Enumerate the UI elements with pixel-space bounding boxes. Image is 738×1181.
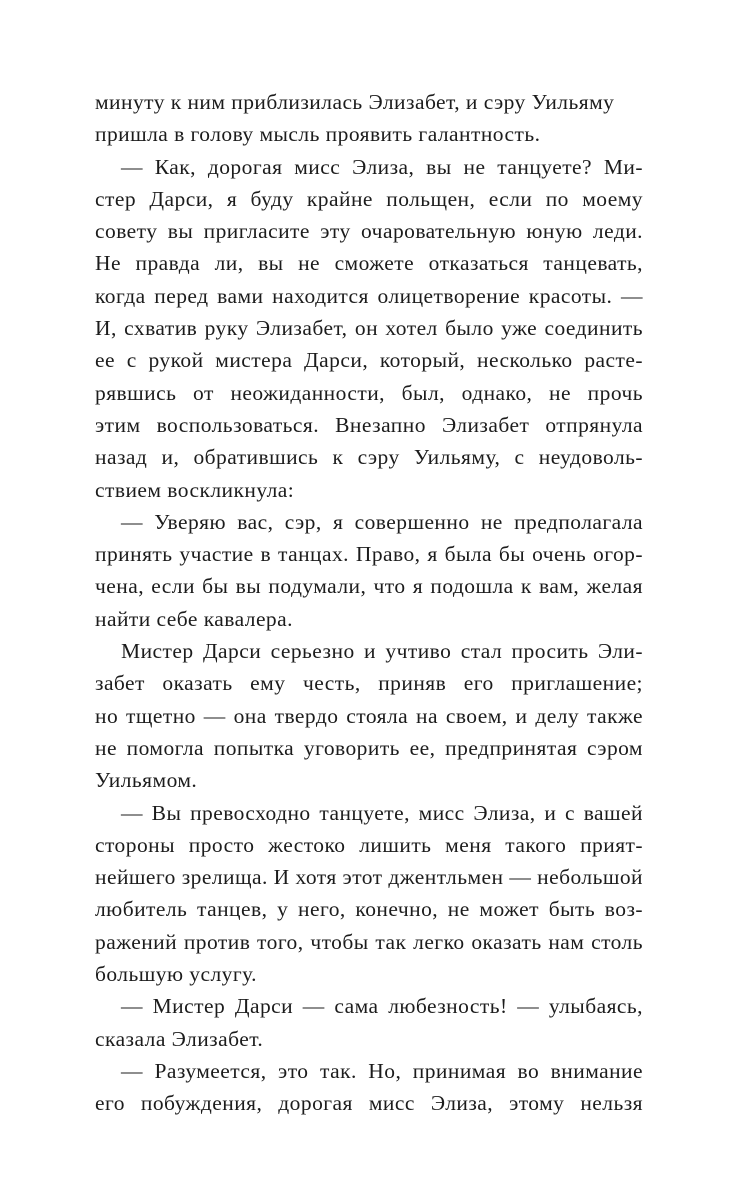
text-line: — Вы превосходно танцуете, мисс Элиза, и с вашей — [121, 800, 643, 825]
text-line: ражений против того, чтобы так легко оказать нам столь — [95, 929, 643, 954]
text-line: забет оказать ему честь, приняв его приглашение; — [95, 671, 643, 696]
text-line: — Мистер Дарси — сама любезность! — улыбаясь, — [121, 994, 643, 1019]
text-line: стороны просто жестоко лишить меня такого прият- — [95, 832, 643, 857]
text-line: сказала Элизабет. — [95, 1026, 264, 1051]
text-line: — Разумеется, это так. Но, принимая во внимание — [121, 1058, 643, 1083]
text-line: И, схватив руку Элизабет, он хотел было уже соединить — [95, 316, 643, 341]
text-line: совету вы пригласите эту очаровательную юную леди. — [95, 219, 643, 244]
text-line: ее с рукой мистера Дарси, который, несколько расте- — [95, 348, 643, 373]
text-line: принять участие в танцах. Право, я была бы очень огор- — [95, 542, 643, 567]
text-line: этим воспользоваться. Внезапно Элизабет отпрянула — [95, 412, 643, 437]
text-line: не помогла попытка уговорить ее, предпринятая сэром — [95, 735, 643, 760]
text-line: — Как, дорогая мисс Элиза, вы не танцуете? Ми- — [121, 154, 643, 179]
text-line: его побуждения, дорогая мисс Элиза, этому нельзя — [95, 1091, 643, 1116]
text-line: нейшего зрелища. И хотя этот джентльмен — небольшой — [95, 865, 643, 890]
text-line: назад и, обратившись к сэру Уильяму, с неудоволь- — [95, 445, 643, 470]
text-line: ствием воскликнула: — [95, 477, 295, 502]
text-line: пришла в голову мысль проявить галантность. — [95, 122, 541, 147]
text-line: большую услугу. — [95, 962, 257, 987]
text-line: чена, если бы вы подумали, что я подошла к вам, желая — [95, 574, 643, 599]
text-line: но тщетно — она твердо стояла на своем, и делу также — [95, 703, 643, 728]
text-line: рявшись от неожиданности, был, однако, не прочь — [95, 380, 643, 405]
book-page-text — [95, 86, 643, 1120]
text-line: Уильямом. — [95, 768, 198, 793]
text-line: Не правда ли, вы не сможете отказаться танцевать, — [95, 251, 643, 276]
text-line: любитель танцев, у него, конечно, не может быть воз- — [95, 897, 643, 922]
text-line: Мистер Дарси серьезно и учтиво стал просить Эли- — [121, 639, 643, 664]
text-line: — Уверяю вас, сэр, я совершенно не предполагала — [121, 509, 643, 534]
text-line: когда перед вами находится олицетворение красоты. — — [95, 283, 643, 308]
text-line: стер Дарси, я буду крайне польщен, если по моему — [95, 186, 643, 211]
text-line: минуту к ним приблизилась Элизабет, и сэру Уильяму — [95, 90, 615, 114]
text-line: найти себе кавалера. — [95, 606, 293, 631]
